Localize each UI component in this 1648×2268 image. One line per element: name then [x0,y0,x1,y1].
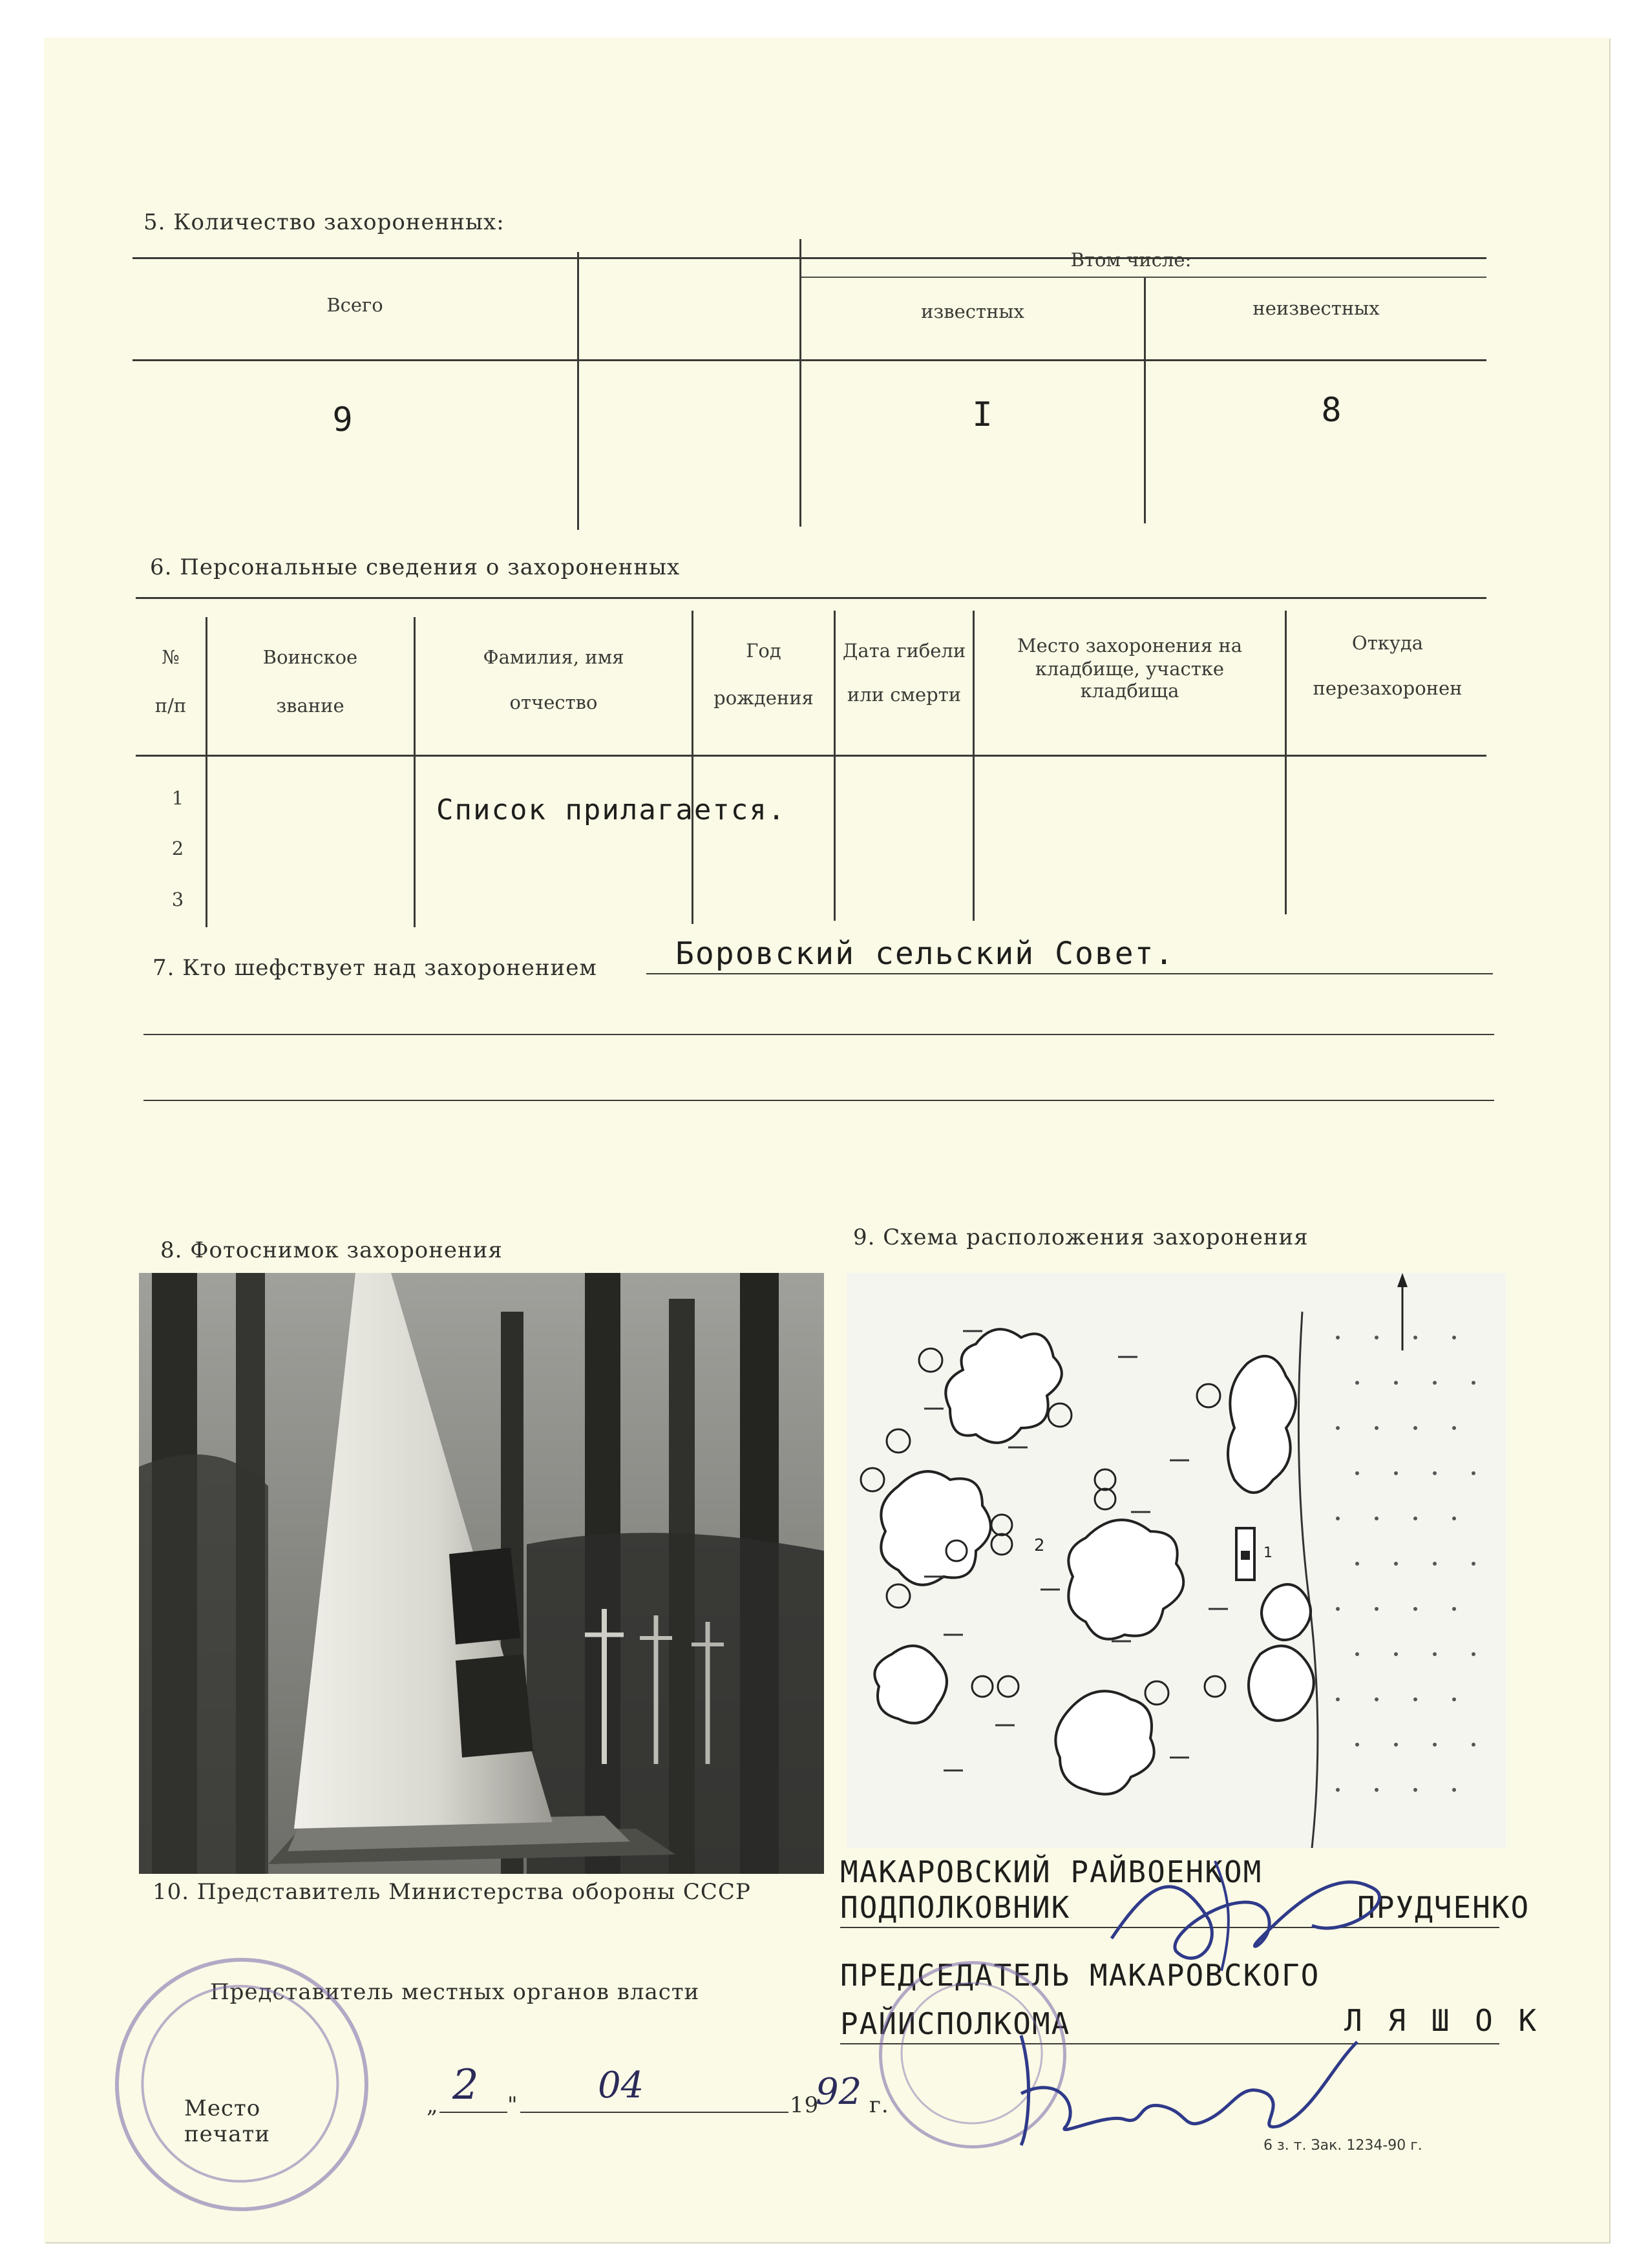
section7-line-2 [143,1034,1494,1035]
mod-line1: МАКАРОВСКИЙ РАЙВОЕНКОМ [840,1854,1263,1889]
table6-top-line [136,597,1486,599]
value-total: 9 [332,401,353,439]
header-from-2: перезахоронен [1313,677,1463,699]
section7-line-3 [143,1100,1494,1101]
header-name-2: отчество [509,691,598,713]
table6-vline-5 [973,611,975,921]
header-name-1: Фамилия, имя [483,646,624,668]
date-year-g: г. [869,2092,889,2118]
seal-label-line1: Место [184,2095,261,2121]
row-num-3: 3 [171,888,184,910]
burial-photo-drawing [139,1273,824,1874]
mod-name: ПРУДЧЕНКО [1357,1890,1530,1925]
local-line1: ПРЕДСЕДАТЕЛЬ МАКАРОВСКОГО [840,1958,1320,1993]
section7-title: 7. Кто шефствует над захоронением [153,955,597,981]
table6-header-bottom [136,755,1486,757]
date-year-suffix: 92 [816,2071,862,2113]
col-total-header: Всего [326,294,383,316]
date-quote-close: " [507,2092,518,2118]
value-known: I [972,395,993,434]
local-name: Л Я Ш О К [1344,2003,1541,2038]
date-year-prefix: 19 [790,2092,819,2118]
table5-vline-1 [577,252,579,530]
table5-header-bottom [132,359,1486,361]
header-rank-2: звание [276,695,344,717]
col-known-header: известных [921,300,1024,322]
list-attached-note: Список прилагается. [436,793,787,826]
header-place-3: кладбища [1080,680,1179,702]
section8-title: 8. Фотоснимок захоронения [160,1237,503,1263]
col-including-header: Втом числе: [1070,249,1192,271]
table6-vline-6 [1285,611,1287,914]
section6-title: 6. Персональные сведения о захороненных [150,554,681,580]
header-place-1: Место захоронения на [1017,635,1243,656]
patron-value: Боровский сельский Совет. [675,936,1175,972]
header-num-1: № [162,646,180,668]
section10-title: 10. Представитель Министерства обороны СССР [153,1879,751,1905]
date-month: 04 [598,2064,644,2106]
signature-local [1008,2016,1370,2158]
header-from-1: Откуда [1351,632,1424,654]
date-quote-open: „ [427,2092,439,2118]
date-day-underline [439,2112,507,2113]
mod-line2: ПОДПОЛКОВНИК [840,1890,1071,1925]
burial-photo [139,1273,824,1874]
local-authority-title: Представитель местных органов власти [210,1979,700,2005]
table5-top-line [132,257,1486,259]
signature-mod [1099,1842,1486,2010]
header-place-2: кладбище, участке [1035,658,1225,680]
date-month-underline [520,2112,788,2113]
header-rank-1: Воинское [262,646,358,668]
burial-scheme-drawing [847,1273,1506,1848]
header-death-2: или смерти [847,684,962,706]
seal-label-line2: печати [184,2121,271,2147]
col-unknown-header: неизвестных [1252,297,1380,319]
scheme-mark-2: 2 [1034,1536,1045,1555]
date-day: 2 [452,2061,479,2109]
header-death-1: Дата гибели [842,640,966,662]
burial-scheme [847,1273,1506,1848]
section9-title: 9. Схема расположения захоронения [853,1224,1309,1250]
section7-underline [646,973,1493,974]
header-num-2: п/п [154,695,187,717]
header-year-2: рождения [713,687,814,709]
row-num-2: 2 [171,837,184,859]
section5-title: 5. Количество захороненных: [143,209,505,235]
table5-vline-2 [799,239,801,527]
header-year-1: Год [746,640,781,662]
print-info: 6 з. т. Зак. 1234-90 г. [1263,2137,1422,2154]
local-line2: РАЙИСПОЛКОМА [840,2006,1071,2041]
scheme-mark-1: 1 [1263,1545,1273,1561]
row-num-1: 1 [171,787,184,809]
value-unknown: 8 [1321,391,1342,430]
